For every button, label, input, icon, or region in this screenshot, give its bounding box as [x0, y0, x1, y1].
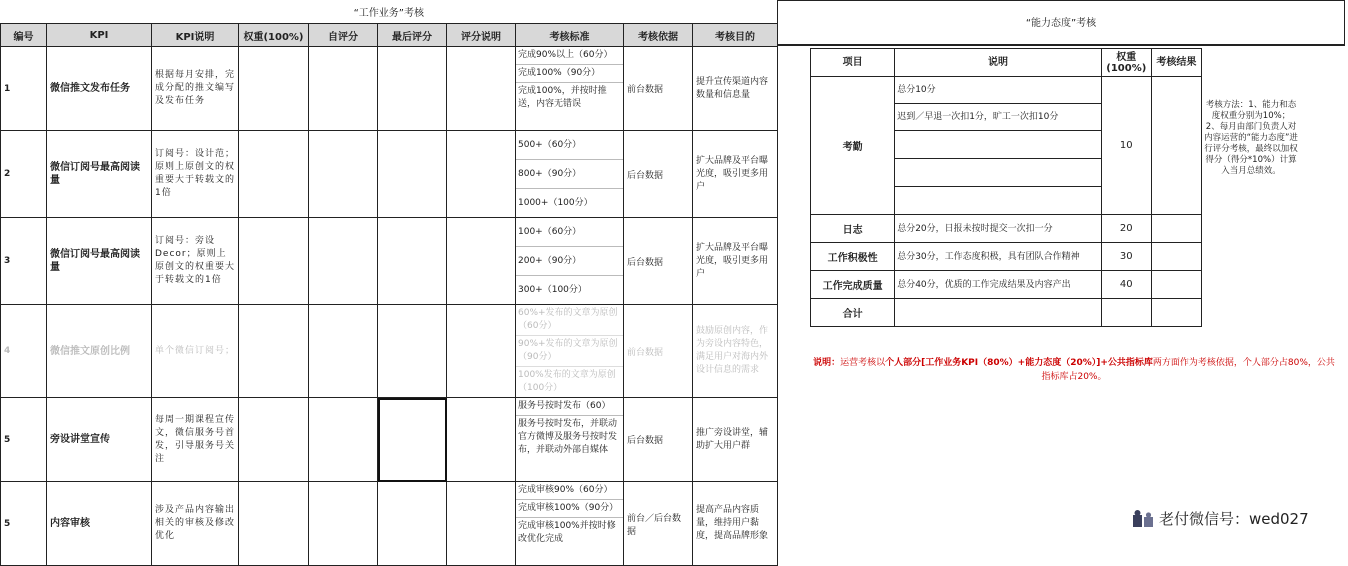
note-text: 两方面作为考核依据，个人部分占80%，公共指标库占20%。 [1041, 358, 1335, 382]
att-desc[interactable] [895, 187, 1102, 215]
row-goal[interactable]: 扩大品牌及平台曝光度，吸引更多用户 [693, 218, 778, 305]
row-desc[interactable]: 单个微信订阅号； [152, 305, 239, 398]
row-no[interactable]: 4 [1, 305, 47, 398]
att-item[interactable]: 工作积极性 [811, 243, 895, 271]
att-desc[interactable] [895, 299, 1102, 327]
row-self-score-cell[interactable] [309, 47, 378, 131]
row-score-note-cell[interactable] [447, 47, 516, 131]
att-result-cell[interactable] [1151, 271, 1201, 299]
table-row [1, 218, 778, 305]
att-item-attendance[interactable]: 考勤 [811, 77, 895, 215]
row-kpi[interactable]: 微信订阅号最高阅读量 [47, 218, 152, 305]
row-basis[interactable]: 后台数据 [624, 218, 693, 305]
row-desc[interactable]: 每周一期课程宣传文，微信服务号首发，引导服务号关注 [152, 398, 239, 482]
standard-item: 800+（90分） [516, 160, 623, 189]
att-desc[interactable]: 总分20分，日报未按时提交一次扣一分 [895, 215, 1102, 243]
header-score-note[interactable]: 评分说明 [447, 24, 516, 47]
att-item[interactable]: 工作完成质量 [811, 271, 895, 299]
table-row [1, 47, 778, 131]
row-goal[interactable]: 鼓励原创内容，作为旁设内容特色，满足用户对海内外设计信息的需求 [693, 305, 778, 398]
standard-item: 完成审核100%（90分） [516, 500, 623, 518]
table-row [1, 305, 778, 398]
row-self-score-cell[interactable] [309, 305, 378, 398]
standard-item: 300+（100分） [518, 285, 587, 295]
row-weight-cell[interactable] [239, 47, 309, 131]
row-no[interactable]: 1 [1, 47, 47, 131]
standard-item: 1000+（100分） [518, 198, 593, 208]
row-no[interactable]: 3 [1, 218, 47, 305]
row-kpi[interactable]: 内容审核 [47, 482, 152, 566]
att-desc[interactable]: 总分30分，工作态度积极，具有团队合作精神 [895, 243, 1102, 271]
row-weight-cell[interactable] [239, 482, 309, 566]
row-desc[interactable]: 订阅号：设计范；原则上原创文的权重要大于转载文的1倍 [152, 131, 239, 218]
row-kpi[interactable]: 微信推文原创比例 [47, 305, 152, 398]
header-kpi-desc[interactable]: KPI说明 [152, 24, 239, 47]
row-weight-cell[interactable] [239, 218, 309, 305]
table-row [1, 131, 778, 218]
row-standard[interactable] [516, 482, 624, 566]
row-final-score-cell[interactable] [378, 131, 447, 218]
row-standard[interactable] [516, 398, 624, 482]
standard-item: 完成90%以上（60分） [516, 47, 623, 65]
row-score-note-cell[interactable] [447, 305, 516, 398]
row-score-note-cell[interactable] [447, 131, 516, 218]
row-no[interactable]: 5 [1, 398, 47, 482]
row-standard[interactable] [516, 218, 624, 305]
note-emphasis: 个人部分[工作业务KPI（80%）+能力态度（20%）]+公共指标库 [885, 358, 1153, 368]
note-text: 运营考核以 [840, 358, 886, 368]
table-row [1, 398, 778, 482]
row-final-score-cell[interactable] [378, 482, 447, 566]
att-result-cell[interactable] [1151, 243, 1201, 271]
row-standard[interactable] [516, 131, 624, 218]
row-final-score-cell-selected[interactable] [378, 398, 447, 482]
row-final-score-cell[interactable] [378, 305, 447, 398]
row-goal[interactable]: 提升宣传渠道内容数量和信息量 [693, 47, 778, 131]
row-score-note-cell[interactable] [447, 218, 516, 305]
att-item-total[interactable]: 合计 [811, 299, 895, 327]
row-goal[interactable]: 提高产品内容质量，维持用户黏度，提高品牌形象 [693, 482, 778, 566]
row-no[interactable]: 5 [1, 482, 47, 566]
att-desc[interactable]: 总分10分 [895, 77, 1102, 104]
row-goal[interactable]: 扩大品牌及平台曝光度，吸引更多用户 [693, 131, 778, 218]
row-basis[interactable]: 后台数据 [624, 131, 693, 218]
row-weight-cell[interactable] [239, 131, 309, 218]
att-weight[interactable]: 40 [1101, 271, 1151, 299]
standard-item: 服务号按时发布（60） [516, 398, 623, 416]
att-result-cell[interactable] [1151, 299, 1201, 327]
header-basis[interactable]: 考核依据 [624, 24, 693, 47]
attitude-table [810, 48, 1202, 327]
table-row [1, 482, 778, 566]
att-result-cell[interactable] [1151, 215, 1201, 243]
standard-item: 完成100%（90分） [516, 65, 623, 83]
row-desc[interactable]: 涉及产品内容输出相关的审核及修改优化 [152, 482, 239, 566]
row-basis[interactable]: 前台／后台数据 [624, 482, 693, 566]
row-self-score-cell[interactable] [309, 482, 378, 566]
row-desc[interactable]: 根据每月安排，完成分配的推文编写及发布任务 [152, 47, 239, 131]
row-weight-cell[interactable] [239, 305, 309, 398]
att-weight[interactable]: 20 [1101, 215, 1151, 243]
watermark-text: 老付微信号：wed027 [1159, 510, 1309, 528]
att-desc[interactable] [895, 159, 1102, 187]
attitude-title: “能力态度”考核 [777, 0, 1345, 46]
att-header-item[interactable]: 项目 [811, 49, 895, 77]
row-kpi[interactable]: 微信推文发布任务 [47, 47, 152, 131]
watermark [1132, 508, 1309, 529]
row-kpi[interactable]: 旁设讲堂宣传 [47, 398, 152, 482]
standard-item: 完成审核100%并按时修改优化完成 [518, 521, 616, 544]
row-kpi[interactable]: 微信订阅号最高阅读量 [47, 131, 152, 218]
row-standard[interactable] [516, 47, 624, 131]
row-self-score-cell[interactable] [309, 218, 378, 305]
row-score-note-cell[interactable] [447, 398, 516, 482]
att-header-result[interactable]: 考核结果 [1151, 49, 1201, 77]
row-self-score-cell[interactable] [309, 131, 378, 218]
row-self-score-cell[interactable] [309, 398, 378, 482]
row-weight-cell[interactable] [239, 398, 309, 482]
att-item[interactable]: 日志 [811, 215, 895, 243]
att-desc[interactable]: 迟到／早退一次扣1分，旷工一次扣10分 [895, 104, 1102, 131]
work-kpi-title: “工作业务”考核 [1, 0, 778, 24]
row-goal[interactable]: 推广旁设讲堂，辅助扩大用户群 [693, 398, 778, 482]
att-header-desc[interactable]: 说明 [895, 49, 1102, 77]
standard-item: 60%+发布的文章为原创（60分） [516, 305, 623, 336]
assessment-note [812, 356, 1336, 384]
header-no[interactable]: 编号 [1, 24, 47, 47]
att-weight[interactable] [1101, 299, 1151, 327]
people-icon [1132, 509, 1156, 529]
row-standard[interactable] [516, 305, 624, 398]
row-no[interactable]: 2 [1, 131, 47, 218]
standard-item: 完成审核90%（60分） [516, 482, 623, 500]
standard-item: 90%+发布的文章为原创（90分） [516, 336, 623, 367]
att-result-cell[interactable] [1151, 77, 1201, 215]
row-score-note-cell[interactable] [447, 482, 516, 566]
att-desc[interactable] [895, 131, 1102, 159]
row-basis[interactable]: 前台数据 [624, 305, 693, 398]
header-standard[interactable]: 考核标准 [516, 24, 624, 47]
header-self-score[interactable]: 自评分 [309, 24, 378, 47]
row-desc[interactable]: 订阅号：旁设Decor；原则上原创文的权重要大于转载文的1倍 [152, 218, 239, 305]
standard-item: 100+（60分） [516, 218, 623, 247]
row-basis[interactable]: 后台数据 [624, 398, 693, 482]
note-prefix: 说明： [813, 358, 841, 368]
standard-item: 100%发布的文章为原创（100分） [518, 370, 616, 393]
row-basis[interactable]: 前台数据 [624, 47, 693, 131]
att-desc[interactable]: 总分40分，优质的工作完成结果及内容产出 [895, 271, 1102, 299]
standard-item: 200+（90分） [516, 247, 623, 276]
header-final-score[interactable]: 最后评分 [378, 24, 447, 47]
standard-item: 500+（60分） [516, 131, 623, 160]
assessment-method: 考核方法：1、能力和态度权重分别为10%； 2、每月由部门负责人对内容运营的“能力态度”进行评分考核，最终以加权得分（得分*10%）计算入当月总绩效。 [1204, 100, 1298, 176]
header-goal[interactable]: 考核目的 [693, 24, 778, 47]
standard-item: 服务号按时发布，并联动官方微博及服务号按时发布，并联动外部自媒体 [518, 419, 618, 455]
header-weight[interactable]: 权重(100%) [239, 24, 309, 47]
att-header-weight[interactable]: 权重(100%) [1101, 49, 1151, 77]
row-final-score-cell[interactable] [378, 47, 447, 131]
att-weight[interactable]: 10 [1101, 77, 1151, 215]
att-weight[interactable]: 30 [1101, 243, 1151, 271]
standard-item: 完成100%，并按时推送，内容无错误 [518, 86, 607, 109]
row-final-score-cell[interactable] [378, 218, 447, 305]
header-kpi[interactable]: KPI [47, 24, 152, 47]
